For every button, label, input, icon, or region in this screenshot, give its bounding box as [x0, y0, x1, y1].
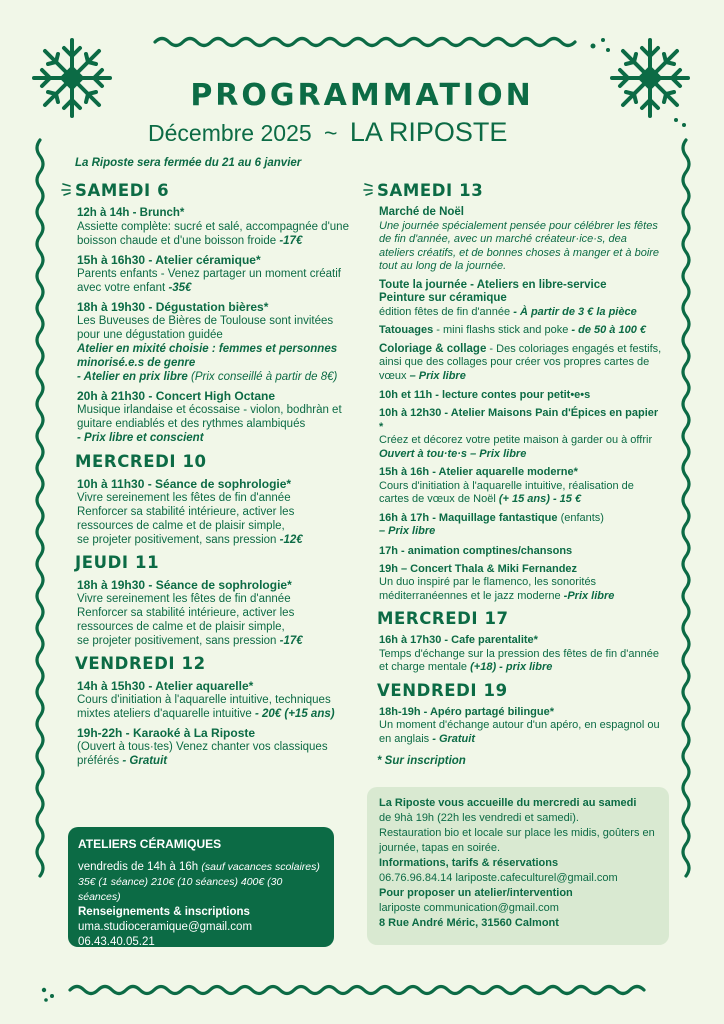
event-brunch [77, 206, 350, 248]
event-line: Vivre sereinement les fêtes de fin d'année [77, 593, 291, 605]
schedule-note: (sauf vacances scolaires) [201, 861, 320, 873]
event-title: Coloriage & collage [379, 342, 487, 355]
event-title: 10h à 12h30 - Atelier Maisons Pain d'Épices en papier * [379, 407, 659, 433]
event-concert-high-octane [77, 389, 350, 445]
event-price: - À partir de 3 € la pièce [513, 305, 637, 318]
day-heading-mercredi-17: MERCREDI 17 [377, 609, 509, 628]
event-line: se projeter positivement, sans pression [77, 534, 277, 546]
box-prices: 35€ (1 séance) 210€ (10 séances) 400€ (30 séances) [78, 876, 283, 903]
event-price: - Prix libre et conscient [77, 432, 204, 444]
event-price: -17€ [279, 635, 303, 647]
event-desc: Parents enfants - Venez partager un moment créatif avec votre enfant [77, 268, 342, 294]
event-ceramique [77, 253, 350, 295]
event-desc: (enfants) [560, 511, 604, 524]
event-desc: Les Buveuses de Bières de Toulouse sont invitées pour une dégustation guidée [77, 315, 334, 341]
event-line: se projeter positivement, sans pression [77, 635, 277, 647]
event-title: Toute la journée - Ateliers en libre-service [379, 278, 607, 291]
event-tatouages [379, 324, 662, 338]
box-title: ATELIERS CÉRAMIQUES [78, 837, 222, 851]
contact-line[interactable]: 06.76.96.84.14 lariposte.cafeculturel@gmail.com [379, 872, 618, 884]
page-title: PROGRAMMATION [190, 78, 534, 113]
event-aquarelle-moderne [379, 466, 662, 507]
address: 8 Rue André Méric, 31560 Calmont [379, 917, 559, 929]
event-price: – Prix libre [409, 369, 466, 382]
event-line: Renforcer sa stabilité intérieure, activer les ressources de calme et de plaisir simple, [77, 506, 295, 532]
event-subtitle: Peinture sur céramique [379, 292, 507, 304]
event-title: 15h à 16h30 - Atelier céramique* [77, 253, 261, 267]
event-desc: (Ouvert à tous·tes) Venez chanter vos classiques préférés [77, 741, 328, 767]
event-desc: Musique irlandaise et écossaise - violon, bodhràn et guitare endiablés et des rythmes alambiqués [77, 404, 342, 430]
event-price: – Prix libre [379, 525, 436, 537]
event-coloriage [379, 343, 662, 384]
day-heading-mercredi-10: MERCREDI 10 [75, 452, 207, 471]
event-desc: Cours d'initiation à l'aquarelle intuitive, réalisation de cartes de vœux de Noël [379, 479, 634, 505]
event-title: 18h à 19h30 - Séance de sophrologie* [77, 578, 292, 592]
event-price: - Gratuit [122, 755, 168, 767]
event-desc: Une journée spécialement pensée pour célébrer les fêtes de fin d'année, avec un marché créateur·ice·s, dea ateliers créatifs, et de bonnes choses à manger et à boire tout au long de la journée. [379, 219, 660, 272]
event-title: 15h à 16h - Atelier aquarelle moderne* [379, 466, 578, 478]
ceramic-workshop-box [68, 827, 334, 947]
restaurant-info: Restauration bio et locale sur place les midis, goûters en journée, tapas en soirée. [379, 827, 655, 854]
event-apero [379, 706, 662, 747]
event-line: Vivre sereinement les fêtes de fin d'année [77, 492, 291, 504]
opening-line: La Riposte vous accueille du mercredi au samedi [379, 797, 637, 809]
event-price-note: (Prix conseillé à partir de 8€) [190, 371, 338, 383]
event-mixite: Atelier en mixité choisie : femmes et personnes minorisé.e.s de genre [77, 343, 338, 369]
box-info-heading: Renseignements & inscriptions [78, 906, 250, 918]
event-title: 19h-22h - Karaoké à La Riposte [77, 726, 256, 740]
subtitle [148, 117, 507, 148]
event-title: 10h à 11h30 - Séance de sophrologie* [77, 477, 292, 491]
event-price: -Prix libre [563, 589, 615, 602]
event-sophrologie-11 [77, 578, 350, 648]
left-column [75, 180, 350, 773]
right-column [377, 180, 662, 768]
event-desc: Créez et décorez votre petite maison à garder ou à offrir [379, 434, 653, 446]
day-heading-jeudi-11: JEUDI 11 [75, 553, 160, 572]
propose-email[interactable]: lariposte communication@gmail.com [379, 902, 559, 914]
event-contes: 10h et 11h - lecture contes pour petit•e•s [379, 389, 591, 401]
event-degustation [77, 300, 350, 384]
event-price: - Atelier en prix libre [77, 371, 188, 383]
event-title: 14h à 15h30 - Atelier aquarelle* [77, 679, 254, 693]
event-title: 16h à 17h30 - Cafe parentalite* [379, 634, 538, 646]
venue-name: LA RIPOSTE [349, 117, 508, 147]
info-heading: Informations, tarifs & réservations [379, 857, 559, 869]
event-pain-epices [379, 407, 662, 461]
event-maquillage [379, 512, 662, 539]
event-karaoke [77, 726, 350, 768]
event-desc: Un moment d'échange autour d'un apéro, en espagnol ou en anglais [379, 719, 660, 745]
day-heading-samedi-6: SAMEDI 6 [75, 181, 170, 200]
opening-hours: de 9hà 19h (22h les vendredi et samedi). [379, 812, 579, 824]
event-price: - de 50 à 100 € [571, 324, 646, 336]
event-price: -12€ [279, 534, 303, 546]
event-price: - Gratuit [432, 732, 475, 745]
month-label: Décembre 2025 [148, 120, 312, 146]
event-price: (+18) - prix libre [470, 661, 553, 673]
event-cafe-parentalite [379, 634, 662, 675]
event-title: 12h à 14h - Brunch* [77, 207, 185, 219]
event-comptines: 17h - animation comptines/chansons [379, 544, 573, 557]
event-title: 16h à 17h - Maquillage fantastique [379, 511, 558, 524]
event-desc: - mini flashs stick and poke [436, 324, 569, 336]
event-title: 20h à 21h30 - Concert High Octane [77, 389, 276, 403]
box-schedule [78, 860, 326, 875]
event-desc: - Des coloriages engagés et festifs, ainsi que des collages pour créer vos propres cartes de vœux [379, 342, 662, 382]
event-concert-thala [379, 563, 662, 604]
day-heading-vendredi-19: VENDREDI 19 [377, 680, 508, 700]
box-phone[interactable]: 06.43.40.05.21 [78, 936, 155, 948]
venue-info-box [367, 787, 669, 945]
propose-heading: Pour proposer un atelier/intervention [379, 887, 573, 899]
day-heading-samedi-13: SAMEDI 13 [377, 181, 484, 200]
box-email[interactable]: uma.studioceramique@gmail.com [78, 921, 253, 933]
event-aquarelle [77, 679, 350, 721]
event-price: -17€ [279, 235, 303, 247]
event-desc: Assiette complète: sucré et salé, accompagnée d'une boisson chaude et d'une boisson froide [77, 221, 349, 247]
event-desc: Cours d'initiation à l'aquarelle intuitive, techniques mixtes ateliers d'aquarelle intuitive [77, 694, 331, 720]
event-price: Ouvert à tou·te·s – Prix libre [379, 447, 527, 460]
event-libre-service [379, 279, 662, 320]
event-desc: Temps d'échange sur la pression des fêtes de fin d'année et charge mentale [379, 647, 659, 673]
event-title: 18h à 19h30 - Dégustation bières* [77, 300, 269, 314]
event-title: Tatouages [379, 324, 434, 336]
inscription-note: * Sur inscription [377, 755, 466, 767]
event-price: (+ 15 ans) - 15 € [498, 493, 582, 505]
event-title: Marché de Noël [379, 206, 464, 218]
day-heading-vendredi-12: VENDREDI 12 [75, 654, 206, 673]
closure-note: La Riposte sera fermée du 21 au 6 janvier [75, 157, 302, 169]
tilde-separator: ~ [324, 120, 338, 146]
event-title: 19h – Concert Thala & Miki Fernandez [379, 562, 578, 575]
event-desc: édition fêtes de fin d'année [379, 305, 511, 318]
schedule-text: vendredis de 14h à 16h [78, 861, 199, 873]
event-sophrologie-10 [77, 477, 350, 547]
event-line: Renforcer sa stabilité intérieure, activer les ressources de calme et de plaisir simple, [77, 607, 295, 633]
event-title: 18h-19h - Apéro partagé bilingue* [379, 705, 555, 718]
event-marche-noel [379, 206, 662, 274]
event-desc: Un duo inspiré par le flamenco, les sonorités méditerranéennes et le jazz moderne [379, 576, 597, 602]
event-price: - 20€ (+15 ans) [254, 708, 335, 720]
event-price: -35€ [168, 282, 192, 294]
